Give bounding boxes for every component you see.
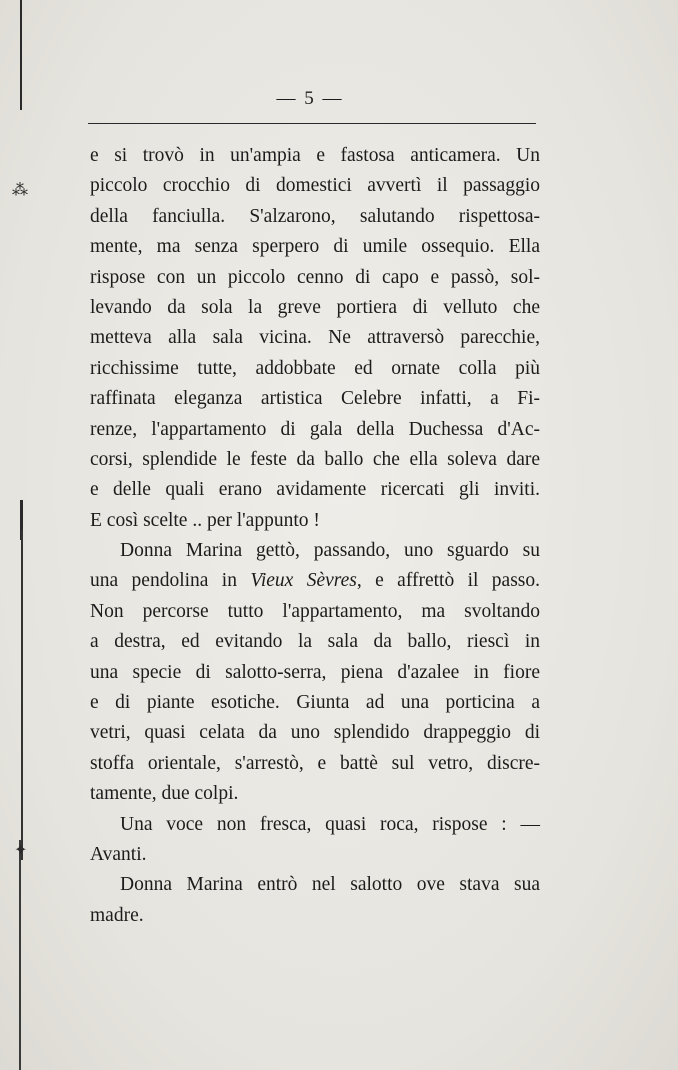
ink-blot-icon: ⁂ [12, 182, 28, 199]
text-line: corsi, splendide le feste da ballo che ella soleva dare [90, 448, 540, 470]
text-line: tamente, due colpi. [90, 783, 239, 805]
text-line: renze, l'appartamento di gala della Duchessa d'Ac- [90, 418, 540, 440]
text-line: e delle quali erano avidamente ricercati gli inviti. [90, 479, 540, 501]
text-line: piccolo crocchio di domestici avvertì il passaggio [90, 175, 540, 197]
text-line: ricchissime tutte, addobbate ed ornate colla più [90, 357, 540, 379]
binding-edge-mark [19, 840, 21, 1070]
ink-blot-icon: ✦ [14, 842, 28, 859]
text-line: Donna Marina gettò, passando, uno sguardo su [120, 540, 540, 562]
text-line: E così scelte .. per l'appunto ! [90, 509, 320, 531]
text-line: raffinata eleganza artistica Celebre infatti, a Fi- [90, 388, 540, 410]
text-line: una pendolina in Vieux Sèvres, e affrettò il passo. [90, 570, 540, 592]
text-line: levando da sola la greve portiera di velluto che [90, 296, 540, 318]
text-line: mente, ma senza sperpero di umile ossequio. Ella [90, 236, 540, 258]
header-rule [88, 123, 536, 124]
page-number: — 5 — [276, 88, 344, 109]
text-line: Donna Marina entrò nel salotto ove stava sua [120, 874, 540, 896]
text-line: della fanciulla. S'alzarono, salutando rispettosa- [90, 205, 540, 227]
text-line: metteva alla sala vicina. Ne attraversò parecchie, [90, 327, 540, 349]
text-line: Una voce non fresca, quasi roca, rispose : — [120, 813, 540, 835]
text-line: a destra, ed evitando la sala da ballo, riescì in [90, 631, 540, 653]
text-line: rispose con un piccolo cenno di capo e passò, sol- [90, 266, 540, 288]
text-line: e si trovò in un'ampia e fastosa anticamera. Un [90, 145, 540, 166]
body-text [90, 141, 540, 931]
text-line: e di piante esotiche. Giunta ad una porticina a [90, 692, 540, 714]
text-line: Non percorse tutto l'appartamento, ma svoltando [90, 600, 540, 622]
text-line: vetri, quasi celata da uno splendido drappeggio di [90, 722, 540, 744]
italic-phrase: Vieux Sèvres [250, 570, 357, 592]
text-line: Avanti. [90, 843, 147, 865]
text-line: stoffa orientale, s'arrestò, e battè sul vetro, discre- [90, 752, 540, 774]
text-line: una specie di salotto-serra, piena d'azalee in fiore [90, 661, 540, 683]
text-line: madre. [90, 904, 144, 926]
binding-edge-mark [21, 530, 23, 860]
